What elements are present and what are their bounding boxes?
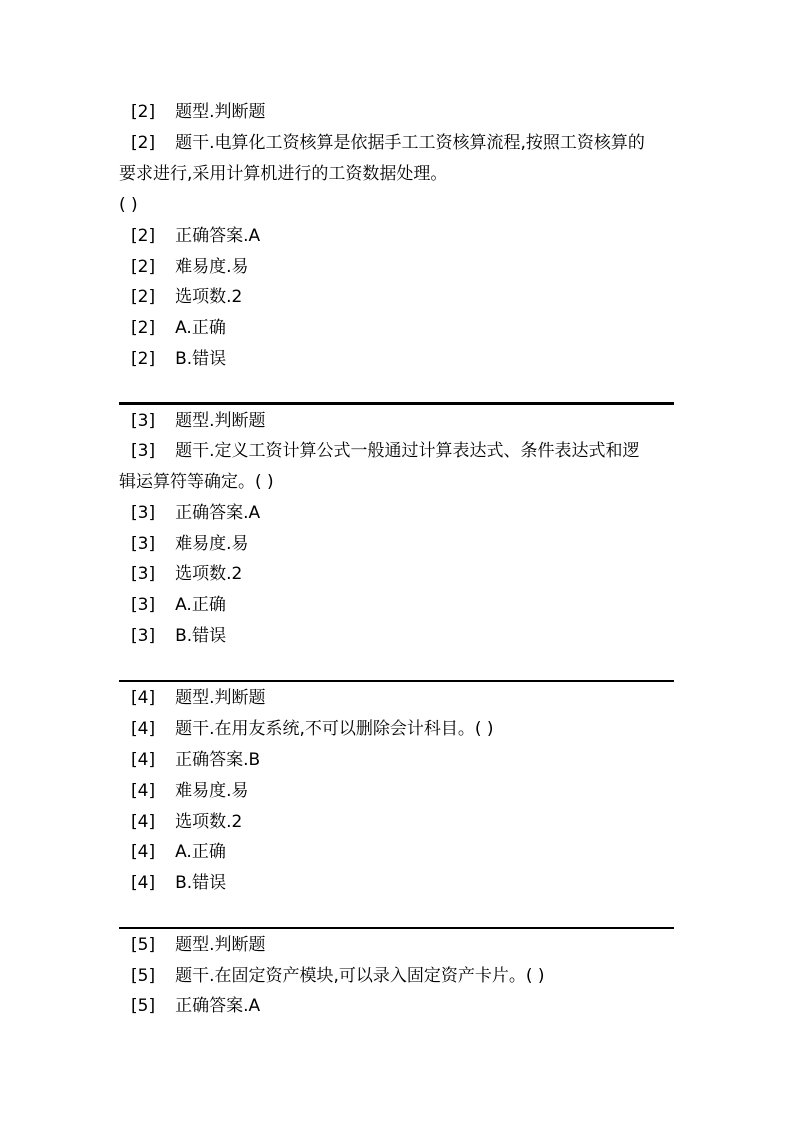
q3-answer: 正确答案.A xyxy=(175,503,261,523)
q4-option-a-line xyxy=(119,842,679,862)
separator-rule xyxy=(119,927,674,929)
q5-answer: 正确答案.A xyxy=(175,996,261,1016)
q2-option-count: 选项数.2 xyxy=(175,287,243,307)
q4-option-b-line xyxy=(119,873,679,893)
q4-stem-text: 题干.在用友系统,不可以删除会计科目。( ) xyxy=(175,719,494,739)
q2-type-line xyxy=(119,102,679,122)
q4-difficulty-line xyxy=(119,781,679,801)
q2-stem-parens: ( ) xyxy=(119,195,138,215)
q4-number: [4] xyxy=(131,688,156,708)
q3-stem-continuation: 辑运算符等确定。( ) xyxy=(119,472,274,492)
q3-option-b-line xyxy=(119,626,679,646)
q3-option-count-number: [3] xyxy=(131,564,156,584)
q2-number: [2] xyxy=(131,102,156,122)
q3-option-a-line xyxy=(119,595,679,615)
q4-answer: 正确答案.B xyxy=(175,750,261,770)
q2-option-count-number: [2] xyxy=(131,287,156,307)
q4-option-a: A.正确 xyxy=(175,842,226,862)
q4-option-b: B.错误 xyxy=(175,873,227,893)
q5-stem-text: 题干.在固定资产模块,可以录入固定资产卡片。( ) xyxy=(175,966,545,986)
q3-difficulty-number: [3] xyxy=(131,534,156,554)
q3-option-count: 选项数.2 xyxy=(175,564,243,584)
q5-answer-number: [5] xyxy=(131,996,156,1016)
q2-answer-line xyxy=(119,226,679,246)
q2-option-a-line xyxy=(119,318,679,338)
q5-stem-number: [5] xyxy=(131,966,156,986)
q3-difficulty-line xyxy=(119,534,679,554)
q2-type: 题型.判断题 xyxy=(175,102,266,122)
q4-stem-line xyxy=(119,719,679,739)
separator-rule xyxy=(119,402,674,405)
q4-option-count-line xyxy=(119,812,679,832)
q3-difficulty: 难易度.易 xyxy=(175,534,249,554)
q5-stem-line xyxy=(119,966,679,986)
q5-number: [5] xyxy=(131,935,156,955)
q3-option-a: A.正确 xyxy=(175,595,226,615)
q2-answer: 正确答案.A xyxy=(175,226,261,246)
q2-stem-line xyxy=(119,133,679,153)
q4-stem-number: [4] xyxy=(131,719,156,739)
q3-type-line xyxy=(119,411,679,431)
q2-answer-number: [2] xyxy=(131,226,156,246)
q3-option-b: B.错误 xyxy=(175,626,227,646)
q3-stem-line xyxy=(119,441,679,461)
q2-option-a: A.正确 xyxy=(175,318,226,338)
q4-option-count: 选项数.2 xyxy=(175,812,243,832)
q2-option-a-number: [2] xyxy=(131,318,156,338)
q2-stem-text: 题干.电算化工资核算是依据手工工资核算流程,按照工资核算的 xyxy=(175,133,645,153)
q5-answer-line xyxy=(119,996,679,1016)
q3-stem-text: 题干.定义工资计算公式一般通过计算表达式、条件表达式和逻 xyxy=(175,441,640,461)
q3-answer-line xyxy=(119,503,679,523)
q3-type: 题型.判断题 xyxy=(175,411,266,431)
q2-option-b-line xyxy=(119,349,679,369)
q4-answer-line xyxy=(119,750,679,770)
q2-stem-continuation: 要求进行,采用计算机进行的工资数据处理。 xyxy=(119,164,448,184)
q2-difficulty-number: [2] xyxy=(131,257,156,277)
q3-option-count-line xyxy=(119,564,679,584)
q2-option-b-number: [2] xyxy=(131,349,156,369)
q2-option-b: B.错误 xyxy=(175,349,227,369)
q2-stem-number: [2] xyxy=(131,133,156,153)
q5-type: 题型.判断题 xyxy=(175,935,266,955)
q3-stem-number: [3] xyxy=(131,441,156,461)
separator-rule xyxy=(119,680,674,682)
q3-option-a-number: [3] xyxy=(131,595,156,615)
q5-type-line xyxy=(119,935,679,955)
q4-type-line xyxy=(119,688,679,708)
q2-difficulty: 难易度.易 xyxy=(175,257,249,277)
q4-option-a-number: [4] xyxy=(131,842,156,862)
q3-option-b-number: [3] xyxy=(131,626,156,646)
q4-option-b-number: [4] xyxy=(131,873,156,893)
q4-answer-number: [4] xyxy=(131,750,156,770)
q3-answer-number: [3] xyxy=(131,503,156,523)
q2-difficulty-line xyxy=(119,257,679,277)
q4-difficulty-number: [4] xyxy=(131,781,156,801)
q2-option-count-line xyxy=(119,287,679,307)
q4-option-count-number: [4] xyxy=(131,812,156,832)
q4-difficulty: 难易度.易 xyxy=(175,781,249,801)
q4-type: 题型.判断题 xyxy=(175,688,266,708)
q3-number: [3] xyxy=(131,411,156,431)
